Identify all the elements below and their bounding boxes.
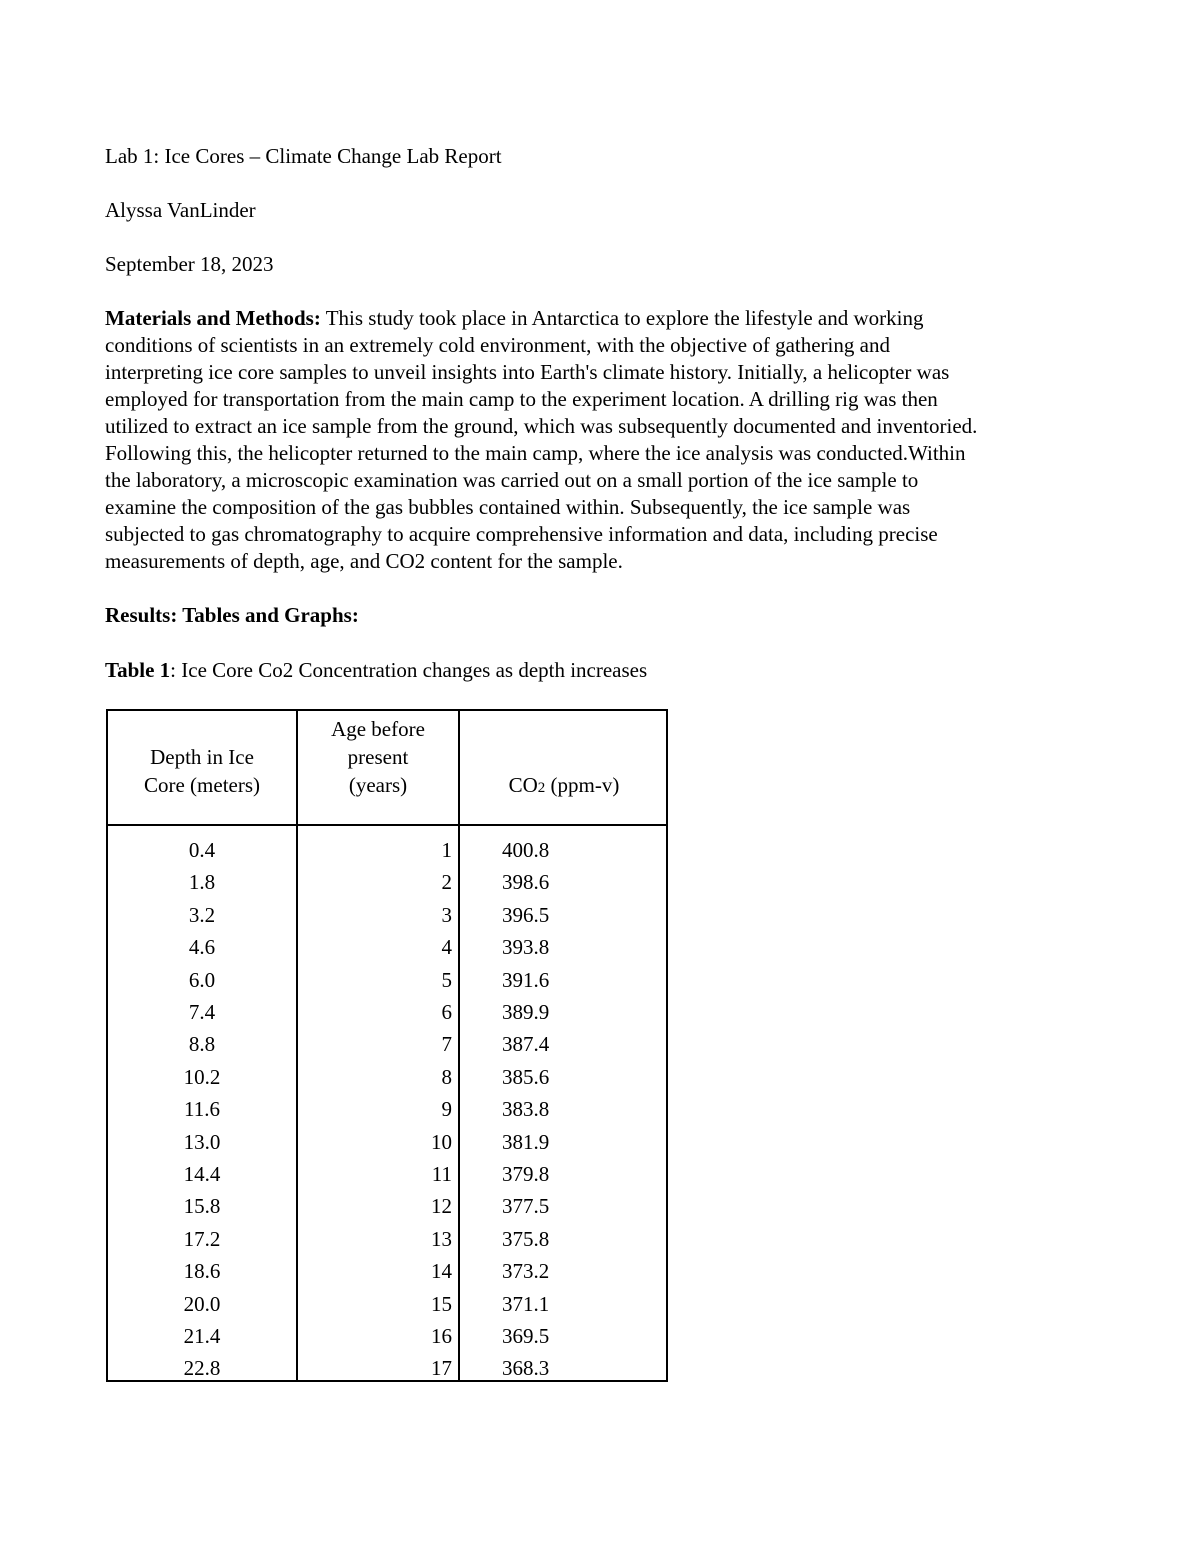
age-cell: 12 — [431, 1194, 452, 1219]
co2-column-header: CO2 (ppm-v) — [508, 773, 620, 797]
methods-line: examine the composition of the gas bubbles contained within. Subsequently, the ice sample was — [105, 495, 911, 519]
report-title: Lab 1: Ice Cores – Climate Change Lab Report — [105, 144, 502, 168]
co2-cell: 396.5 — [502, 902, 550, 927]
co2-cell: 391.6 — [502, 967, 550, 992]
co2-cell: 368.3 — [502, 1356, 550, 1381]
depth-cell: 13.0 — [183, 1129, 221, 1154]
depth-cell: 10.2 — [183, 1064, 221, 1089]
co2-cell: 400.8 — [502, 838, 550, 862]
co2-cell: 375.8 — [502, 1226, 550, 1251]
methods-line: utilized to extract an ice sample from the ground, which was subsequently documented and inventoried. — [105, 414, 978, 438]
depth-cell: 3.2 — [188, 902, 216, 927]
depth-cell: 8.8 — [188, 1032, 216, 1057]
age-cell: 13 — [431, 1226, 452, 1251]
author-name: Alyssa VanLinder — [105, 198, 256, 222]
methods-line: subjected to gas chromatography to acquire comprehensive information and data, including precise — [105, 522, 938, 546]
co2-table — [106, 709, 668, 1382]
methods-line: the laboratory, a microscopic examination was carried out on a small portion of the ice sample to — [105, 468, 919, 492]
age-cell: 4 — [441, 935, 452, 960]
age-cell: 7 — [441, 1032, 452, 1057]
depth-cell: 1.8 — [188, 870, 216, 895]
age-cell: 15 — [431, 1291, 452, 1316]
methods-paragraph — [105, 305, 1095, 575]
co2-cell: 385.6 — [502, 1064, 550, 1089]
age-cell: 10 — [431, 1129, 452, 1154]
depth-cell: 21.4 — [183, 1324, 221, 1348]
co2-cell: 373.2 — [502, 1259, 550, 1284]
methods-line: conditions of scientists in an extremely cold environment, with the objective of gathering and — [105, 333, 890, 357]
age-cell: 2 — [441, 870, 452, 895]
depth-cell: 15.8 — [183, 1194, 221, 1219]
age-cell: 11 — [431, 1162, 452, 1186]
column-divider — [458, 711, 460, 1380]
depth-cell: 20.0 — [183, 1291, 221, 1316]
methods-line: Following this, the helicopter returned to the main camp, where the ice analysis was conducted.Within — [105, 441, 966, 465]
table-label: Table 1 — [105, 658, 171, 682]
depth-cell: 4.6 — [188, 935, 216, 960]
depth-cell: 6.0 — [188, 967, 216, 992]
co2-cell: 383.8 — [502, 1097, 550, 1122]
age-cell: 14 — [431, 1259, 452, 1284]
age-cell: 3 — [441, 902, 452, 927]
age-cell: 1 — [441, 838, 452, 862]
co2-cell: 371.1 — [502, 1291, 550, 1316]
co2-cell: 381.9 — [502, 1129, 550, 1154]
depth-cell: 11.6 — [184, 1097, 220, 1122]
age-cell: 16 — [431, 1324, 452, 1348]
methods-line: Materials and Methods: This study took place in Antarctica to explore the lifestyle and working — [105, 306, 924, 330]
depth-cell: 0.4 — [188, 838, 216, 862]
methods-line: interpreting ice core samples to unveil insights into Earth's climate history. Initially, a helicopter was — [105, 360, 950, 384]
co2-cell: 393.8 — [502, 935, 550, 960]
age-cell: 17 — [431, 1356, 452, 1381]
co2-cell: 398.6 — [502, 870, 550, 895]
depth-cell: 7.4 — [188, 1000, 216, 1024]
age-column-header: Age before present (years) — [331, 717, 425, 797]
methods-heading: Materials and Methods: — [105, 306, 321, 330]
depth-column-header: Depth in Ice Core (meters) — [143, 745, 261, 797]
age-cell: 6 — [441, 1000, 452, 1024]
report-date: September 18, 2023 — [105, 252, 274, 276]
header-divider — [108, 824, 666, 826]
co2-cell: 369.5 — [502, 1324, 550, 1348]
depth-cell: 22.8 — [183, 1356, 221, 1381]
co2-cell: 377.5 — [502, 1194, 550, 1219]
methods-line: measurements of depth, age, and CO2 content for the sample. — [105, 549, 623, 573]
co2-cell: 387.4 — [502, 1032, 550, 1057]
depth-cell: 14.4 — [183, 1162, 221, 1186]
age-cell: 8 — [441, 1064, 452, 1089]
co2-cell: 379.8 — [502, 1162, 550, 1186]
age-cell: 9 — [441, 1097, 452, 1122]
depth-cell: 17.2 — [183, 1226, 221, 1251]
methods-line: employed for transportation from the main camp to the experiment location. A drilling rig was then — [105, 387, 938, 411]
table-caption: Table 1: Ice Core Co2 Concentration changes as depth increases — [105, 658, 648, 682]
age-cell: 5 — [441, 967, 452, 992]
co2-cell: 389.9 — [502, 1000, 550, 1024]
results-heading: Results: Tables and Graphs: — [105, 603, 359, 627]
depth-cell: 18.6 — [183, 1259, 221, 1284]
